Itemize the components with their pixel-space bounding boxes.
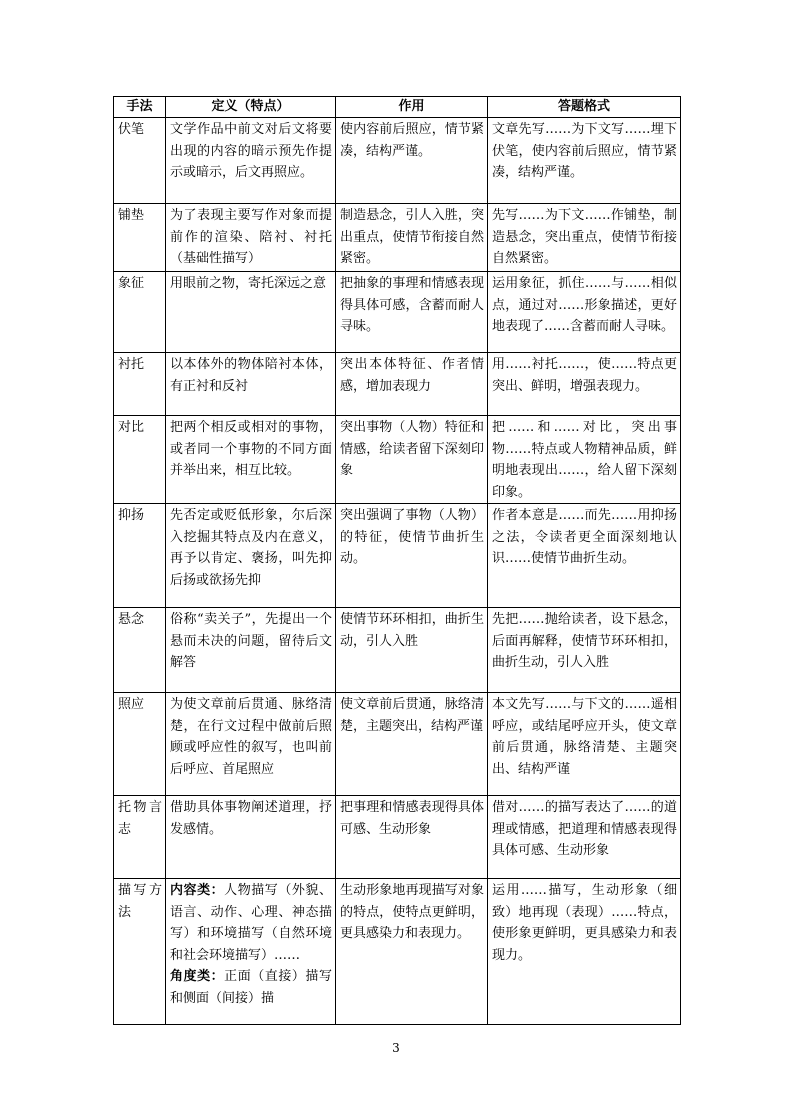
effect-cell: 使内容前后照应，情节紧凑，结构严谨。	[336, 118, 488, 204]
effect-cell: 把事理和情感表现得具体可感、生动形象	[336, 796, 488, 879]
effect-cell: 使情节环环相扣，曲折生动，引人入胜	[336, 608, 488, 693]
definition-cell: 文学作品中前文对后文将要出现的内容的暗示预先作提示或暗示，后文再照应。	[166, 118, 336, 204]
effect-cell: 把抽象的事理和情感表现得具体可感，含蓄而耐人寻味。	[336, 272, 488, 353]
table-row	[114, 118, 681, 204]
format-cell: 运用象征，抓住……与……相似点，通过对……形象描述，更好地表现了……含蓄而耐人寻味。	[488, 272, 681, 353]
format-cell: 用……衬托……，使……特点更突出、鲜明，增强表现力。	[488, 353, 681, 416]
header-method: 手法	[114, 97, 166, 118]
effect-cell: 突出强调了事物（人物）的特征，使情节曲折生动。	[336, 504, 488, 608]
format-cell: 运用……描写，生动形象（细致）地再现（表现）……特点，使形象更鲜明，更具感染力和表现力。	[488, 879, 681, 1025]
header-definition: 定义（特点）	[166, 97, 336, 118]
table-row	[114, 204, 681, 272]
format-cell: 借对……的描写表达了……的道理或情感，把道理和情感表现得具体可感、生动形象	[488, 796, 681, 879]
method-cell: 铺垫	[114, 204, 166, 272]
definition-cell: 俗称“卖关子”，先提出一个悬而未决的问题，留待后文解答	[166, 608, 336, 693]
definition-cell: 用眼前之物，寄托深远之意	[166, 272, 336, 353]
format-cell: 作者本意是……而先……用抑扬之法，令读者更全面深刻地认识……使情节曲折生动。	[488, 504, 681, 608]
definition-cell: 借助具体事物阐述道理，抒发感情。	[166, 796, 336, 879]
table-row	[114, 608, 681, 693]
method-cell: 伏笔	[114, 118, 166, 204]
definition-cell: 以本体外的物体陪衬本体，有正衬和反衬	[166, 353, 336, 416]
table-row	[114, 796, 681, 879]
method-cell: 对比	[114, 416, 166, 504]
table-row	[114, 272, 681, 353]
angle-type-keyword: 角度类：	[170, 969, 225, 984]
table-row	[114, 416, 681, 504]
definition-cell: 为了表现主要写作对象而提前作的渲染、陪衬、衬托（基础性描写）	[166, 204, 336, 272]
content-type-keyword: 内容类：	[170, 883, 225, 898]
format-cell: 本文先写……与下文的……遥相呼应，或结尾呼应开头，使文章前后贯通，脉络清楚、主题突出、结构严谨	[488, 693, 681, 796]
effect-cell: 突出本体特征、作者情感，增加表现力	[336, 353, 488, 416]
effect-cell: 制造悬念，引人入胜，突出重点，使情节衔接自然紧密。	[336, 204, 488, 272]
format-cell: 文章先写……为下文写……埋下伏笔，使内容前后照应，情节紧凑，结构严谨。	[488, 118, 681, 204]
format-cell: 把……和……对比，突出事物……特点或人物精神品质，鲜明地表现出……，给人留下深刻印象。	[488, 416, 681, 504]
format-cell: 先写……为下文……作铺垫，制造悬念，突出重点，使情节衔接自然紧密。	[488, 204, 681, 272]
method-cell: 衬托	[114, 353, 166, 416]
definition-cell: 先否定或贬低形象，尔后深入挖掘其特点及内在意义，再予以肯定、褒扬，叫先抑后扬或欲扬先抑	[166, 504, 336, 608]
header-answer-format: 答题格式	[488, 97, 681, 118]
header-effect: 作用	[336, 97, 488, 118]
content-type-text: 人物描写（外貌、语言、动作、心理、神态描写）和环境描写（自然环境和社会环境描写）……	[170, 883, 332, 963]
writing-techniques-table	[113, 96, 681, 1025]
table-row	[114, 693, 681, 796]
method-cell: 象征	[114, 272, 166, 353]
effect-cell: 突出事物（人物）特征和情感，给读者留下深刻印象	[336, 416, 488, 504]
effect-cell: 生动形象地再现描写对象的特点，使特点更鲜明，更具感染力和表现力。	[336, 879, 488, 1025]
effect-cell: 使文章前后贯通，脉络清楚，主题突出，结构严谨	[336, 693, 488, 796]
table-row	[114, 879, 681, 1025]
method-cell: 描写方法	[114, 879, 166, 1025]
method-cell: 抑扬	[114, 504, 166, 608]
method-cell: 悬念	[114, 608, 166, 693]
definition-cell: 为使文章前后贯通、脉络清楚，在行文过程中做前后照顾或呼应性的叙写，也叫前后呼应、首尾照应	[166, 693, 336, 796]
method-cell: 照应	[114, 693, 166, 796]
format-cell: 先把……抛给读者，设下悬念，后面再解释，使情节环环相扣，曲折生动，引人入胜	[488, 608, 681, 693]
angle-type-text: 正面（直接）描写和侧面（间接）描	[170, 969, 332, 1006]
page-number: 3	[392, 1041, 400, 1055]
table-row	[114, 353, 681, 416]
method-cell: 托物言志	[114, 796, 166, 879]
table-row	[114, 504, 681, 608]
definition-cell	[166, 879, 336, 1025]
table-header-row	[114, 97, 681, 118]
definition-cell: 把两个相反或相对的事物，或者同一个事物的不同方面并举出来，相互比较。	[166, 416, 336, 504]
